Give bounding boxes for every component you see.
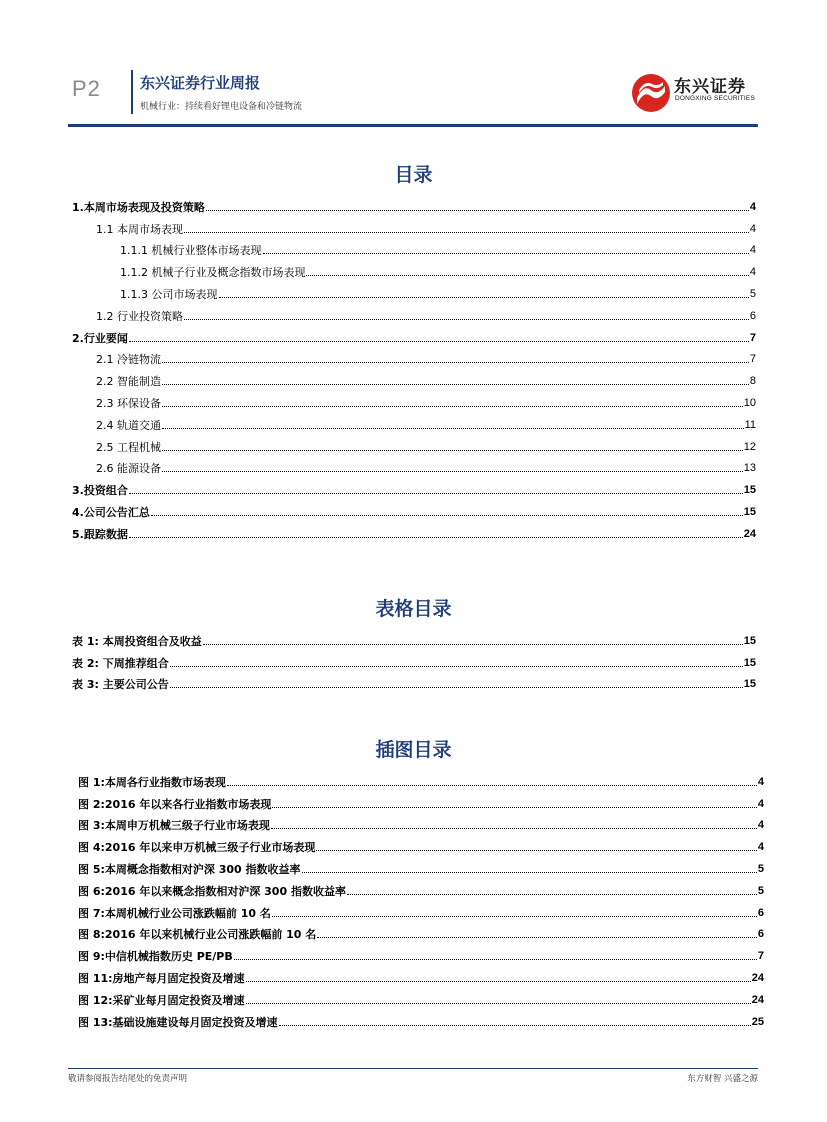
figure-entry-label: 图 11:房地产每月固定投资及增速 [78, 971, 245, 985]
dot-leader [162, 450, 743, 451]
table-list [72, 626, 756, 691]
toc-entry-label: 3.投资组合 [72, 484, 128, 498]
logo-text-en: DONGXING SECURITIES [675, 95, 756, 102]
toc-entry[interactable] [72, 279, 756, 301]
figure-entry-label: 图 6:2016 年以来概念指数相对沪深 300 指数收益率 [78, 884, 346, 898]
dot-leader [317, 937, 757, 938]
figure-entry-label: 图 3:本周申万机械三级子行业市场表现 [78, 819, 270, 833]
figure-entry[interactable] [78, 985, 764, 1007]
figure-entry[interactable] [78, 941, 764, 963]
toc-entry-page: 13 [743, 462, 756, 475]
figure-entry-page: 4 [757, 775, 764, 788]
table-entry-label: 表 3: 主要公司公告 [72, 678, 169, 692]
dot-leader [219, 297, 749, 298]
figure-entry-page: 24 [751, 971, 764, 984]
figure-entry-label: 图 2:2016 年以来各行业指数市场表现 [78, 797, 272, 811]
table-entry[interactable] [72, 626, 756, 648]
figure-entry-label: 图 7:本周机械行业公司涨跌幅前 10 名 [78, 906, 271, 920]
toc-entry-label: 4.公司公告汇总 [72, 505, 150, 519]
figure-entry[interactable] [78, 898, 764, 920]
dot-leader [129, 341, 749, 342]
figure-entry[interactable] [78, 767, 764, 789]
table-entry-page: 15 [743, 678, 756, 691]
dot-leader [162, 428, 744, 429]
dot-leader [316, 850, 757, 851]
toc-entry-page: 24 [743, 527, 756, 540]
figure-entry-label: 图 5:本周概念指数相对沪深 300 指数收益率 [78, 862, 301, 876]
toc-entry-label: 1.1.3 公司市场表现 [120, 287, 218, 301]
toc-entry[interactable] [72, 475, 756, 497]
figure-entry-page: 5 [757, 862, 764, 875]
toc-entry[interactable] [72, 345, 756, 367]
toc-entry-page: 15 [743, 484, 756, 497]
toc-entry-label: 1.1.1 机械行业整体市场表现 [120, 244, 262, 258]
toc-title: 目录 [394, 164, 433, 186]
figure-entry-label: 图 13:基础设施建设每月固定投资及增速 [78, 1015, 278, 1029]
dot-leader [227, 785, 757, 786]
dot-leader [206, 210, 749, 211]
table-entry-page: 15 [743, 656, 756, 669]
figure-entry-label: 图 9:中信机械指数历史 PE/PB [78, 950, 233, 964]
toc-entry-page: 5 [749, 287, 756, 300]
figure-entry[interactable] [78, 963, 764, 985]
figure-entry-label: 图 4:2016 年以来申万机械三级子行业市场表现 [78, 841, 316, 855]
figure-entry-page: 7 [757, 950, 764, 963]
figure-entry-label: 图 1:本周各行业指数市场表现 [78, 775, 226, 789]
toc-entry[interactable] [72, 257, 756, 279]
figure-entry-page: 6 [757, 906, 764, 919]
toc-entry-page: 4 [749, 200, 756, 213]
toc-entry[interactable] [72, 301, 756, 323]
table-entry-label: 表 1: 本周投资组合及收益 [72, 634, 202, 648]
figure-entry[interactable] [78, 854, 764, 876]
figure-entry-label: 图 12:采矿业每月固定投资及增速 [78, 993, 245, 1007]
figure-list [78, 767, 764, 1029]
toc-entry-page: 4 [749, 244, 756, 257]
dot-leader [129, 493, 743, 494]
figure-entry-page: 4 [757, 841, 764, 854]
footer-disclaimer: 敬请参阅报告结尾处的免责声明 [68, 1074, 188, 1084]
dot-leader [184, 232, 749, 233]
figure-entry-page: 4 [757, 819, 764, 832]
toc-entry[interactable] [72, 497, 756, 519]
report-subtitle: 机械行业：持续看好锂电设备和冷链物流 [140, 102, 303, 112]
company-logo [630, 70, 758, 116]
figure-entry[interactable] [78, 1007, 764, 1029]
toc-entry-page: 4 [749, 266, 756, 279]
toc-entry-label: 2.2 智能制造 [96, 375, 161, 389]
toc-entry-page: 15 [743, 505, 756, 518]
figure-entry[interactable] [78, 811, 764, 833]
figure-entry-page: 5 [757, 884, 764, 897]
figure-entry[interactable] [78, 832, 764, 854]
toc-entry-label: 1.1.2 机械子行业及概念指数市场表现 [120, 266, 306, 280]
dot-leader [246, 1003, 751, 1004]
toc-entry[interactable] [72, 432, 756, 454]
toc-entry-page: 4 [749, 222, 756, 235]
toc-entry-label: 2.4 轨道交通 [96, 418, 161, 432]
header-rule [68, 124, 758, 127]
logo-mark-icon [630, 72, 672, 114]
toc-entry[interactable] [72, 214, 756, 236]
dot-leader [272, 807, 757, 808]
toc-entry-page: 7 [749, 331, 756, 344]
toc-entry[interactable] [72, 519, 756, 541]
dot-leader [271, 828, 757, 829]
page-number: P2 [72, 76, 101, 101]
dot-leader [234, 959, 757, 960]
dot-leader [263, 253, 749, 254]
dot-leader [162, 406, 743, 407]
dot-leader [162, 384, 749, 385]
page-header [68, 68, 758, 126]
dot-leader [306, 275, 748, 276]
toc-entry[interactable] [72, 192, 756, 214]
dot-leader [279, 1025, 751, 1026]
dot-leader [151, 515, 743, 516]
figure-entry-page: 6 [757, 928, 764, 941]
toc-entry-label: 2.5 工程机械 [96, 440, 161, 454]
figure-entry-label: 图 8:2016 年以来机械行业公司涨跌幅前 10 名 [78, 928, 317, 942]
dot-leader [162, 362, 749, 363]
figure-entry[interactable] [78, 920, 764, 942]
toc-entry-page: 8 [749, 375, 756, 388]
dot-leader [246, 981, 751, 982]
toc-entry-page: 6 [749, 309, 756, 322]
toc-entry-label: 2.行业要闻 [72, 331, 128, 345]
table-entry-page: 15 [743, 634, 756, 647]
figure-list-title: 插图目录 [375, 739, 452, 761]
table-entry[interactable] [72, 670, 756, 692]
dot-leader [162, 471, 743, 472]
figure-entry[interactable] [78, 876, 764, 898]
dot-leader [272, 916, 757, 917]
dot-leader [302, 872, 757, 873]
toc-entry[interactable] [72, 388, 756, 410]
toc-entry[interactable] [72, 236, 756, 258]
toc-entry[interactable] [72, 410, 756, 432]
toc-entry-label: 1.1 本周市场表现 [96, 222, 183, 236]
toc-entry-label: 5.跟踪数据 [72, 527, 128, 541]
logo-text-cn: 东兴证券 [674, 77, 746, 97]
toc-entry[interactable] [72, 366, 756, 388]
figure-entry[interactable] [78, 789, 764, 811]
toc-entry-label: 1.2 行业投资策略 [96, 309, 183, 323]
toc-entry[interactable] [72, 454, 756, 476]
toc-entry-page: 10 [743, 396, 756, 409]
dot-leader [347, 894, 757, 895]
toc-entry-page: 12 [743, 440, 756, 453]
dot-leader [129, 537, 743, 538]
footer-slogan: 东方财智 兴盛之源 [687, 1074, 758, 1084]
dot-leader [170, 666, 743, 667]
toc-entry-label: 2.1 冷链物流 [96, 353, 161, 367]
report-series-title: 东兴证券行业周报 [140, 74, 261, 92]
toc-entry-label: 2.3 环保设备 [96, 396, 161, 410]
figure-entry-page: 24 [751, 993, 764, 1006]
toc-entry[interactable] [72, 323, 756, 345]
toc-list [72, 192, 756, 541]
header-divider [131, 70, 133, 114]
toc-entry-page: 7 [749, 353, 756, 366]
toc-entry-label: 1.本周市场表现及投资策略 [72, 200, 205, 214]
footer-rule [68, 1068, 758, 1069]
dot-leader [203, 644, 743, 645]
dot-leader [184, 319, 749, 320]
toc-entry-page: 11 [744, 418, 756, 431]
figure-entry-page: 4 [757, 797, 764, 810]
dot-leader [170, 687, 743, 688]
table-list-title: 表格目录 [375, 598, 452, 620]
table-entry[interactable] [72, 648, 756, 670]
figure-entry-page: 25 [751, 1015, 764, 1028]
table-entry-label: 表 2: 下周推荐组合 [72, 656, 169, 670]
toc-entry-label: 2.6 能源设备 [96, 462, 161, 476]
